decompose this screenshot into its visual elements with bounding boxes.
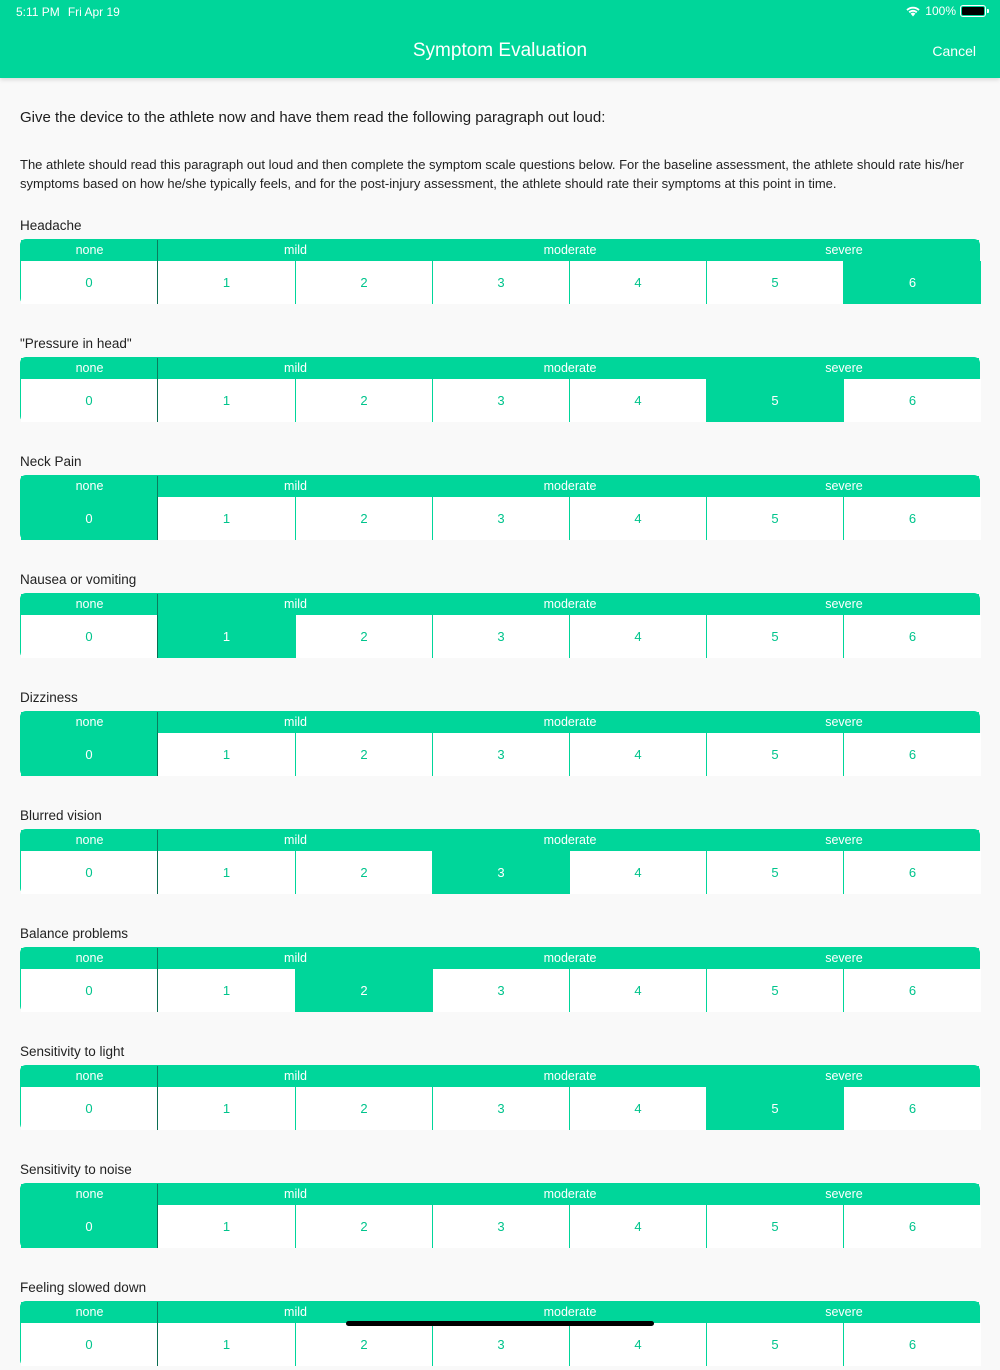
category-divider	[157, 1184, 158, 1205]
scale-category-row	[21, 594, 979, 615]
scale-option-5[interactable]: 5	[707, 261, 844, 304]
symptom-scale	[20, 1183, 980, 1248]
scale-category-row	[21, 1066, 979, 1087]
scale-option-0[interactable]: 0	[21, 615, 158, 658]
category-divider	[157, 1302, 158, 1323]
symptom-scale	[20, 711, 980, 776]
symptom-item	[20, 336, 980, 426]
symptom-label: "Pressure in head"	[20, 336, 132, 351]
cancel-button[interactable]: Cancel	[932, 43, 976, 59]
scale-option-4[interactable]: 4	[570, 615, 707, 658]
scale-option-2[interactable]: 2	[296, 261, 433, 304]
scale-category-moderate: moderate	[543, 951, 597, 965]
scale-category-moderate: moderate	[543, 597, 597, 611]
scale-category-mild: mild	[284, 833, 307, 847]
scale-option-0[interactable]: 0	[21, 969, 158, 1012]
symptom-label: Blurred vision	[20, 808, 102, 823]
battery-icon	[960, 5, 986, 17]
scale-category-none: none	[75, 597, 104, 611]
symptom-label: Headache	[20, 218, 82, 233]
scale-option-0[interactable]: 0	[21, 379, 158, 422]
scale-category-moderate: moderate	[543, 1305, 597, 1319]
home-indicator[interactable]	[346, 1321, 654, 1326]
scale-category-severe: severe	[825, 1187, 863, 1201]
scale-option-0[interactable]: 0	[21, 851, 158, 894]
scale-option-3[interactable]: 3	[433, 851, 570, 894]
scale-option-4[interactable]: 4	[570, 379, 707, 422]
scale-category-none: none	[75, 479, 104, 493]
scale-category-severe: severe	[825, 1305, 863, 1319]
scale-option-5[interactable]: 5	[707, 733, 844, 776]
scale-category-row	[21, 240, 979, 261]
scale-option-0[interactable]: 0	[21, 261, 158, 304]
scale-option-3[interactable]: 3	[433, 497, 570, 540]
scale-option-6[interactable]: 6	[844, 379, 981, 422]
scale-option-3[interactable]: 3	[433, 733, 570, 776]
scale-options	[21, 1087, 979, 1130]
scale-option-4[interactable]: 4	[570, 969, 707, 1012]
scale-option-0[interactable]: 0	[21, 1205, 158, 1248]
scale-category-none: none	[75, 833, 104, 847]
symptom-label: Nausea or vomiting	[20, 572, 137, 587]
scale-category-mild: mild	[284, 361, 307, 375]
category-divider	[157, 830, 158, 851]
scale-option-6[interactable]: 6	[844, 733, 981, 776]
scale-category-none: none	[75, 1305, 104, 1319]
scale-option-3[interactable]: 3	[433, 969, 570, 1012]
scale-option-6[interactable]: 6	[844, 497, 981, 540]
scale-option-0[interactable]: 0	[21, 497, 158, 540]
scale-option-2[interactable]: 2	[296, 1323, 433, 1366]
scale-category-row	[21, 948, 979, 969]
scale-category-row	[21, 1184, 979, 1205]
category-divider	[157, 240, 158, 261]
symptom-item	[20, 808, 980, 898]
scale-option-0[interactable]: 0	[21, 733, 158, 776]
scale-option-1[interactable]: 1	[158, 733, 296, 776]
symptom-item	[20, 926, 980, 1016]
scale-category-moderate: moderate	[543, 243, 597, 257]
instruction-paragraph: The athlete should read this paragraph out loud and then complete the symptom scale questions below. For the baseline assessment, the athlete should rate his/her symptoms based on how he/she typically feels, and for the post-injury assessment, the athlete should rate their symptoms at this point in time.	[20, 157, 964, 191]
scale-option-1[interactable]: 1	[158, 969, 296, 1012]
scale-option-2[interactable]: 2	[296, 379, 433, 422]
scale-option-2[interactable]: 2	[296, 733, 433, 776]
scale-option-3[interactable]: 3	[433, 1205, 570, 1248]
scale-option-3[interactable]: 3	[433, 615, 570, 658]
symptom-label: Neck Pain	[20, 454, 82, 469]
scale-category-severe: severe	[825, 361, 863, 375]
category-divider	[157, 948, 158, 969]
category-divider	[157, 358, 158, 379]
scale-option-5[interactable]: 5	[707, 615, 844, 658]
scale-option-3[interactable]: 3	[433, 379, 570, 422]
scale-option-2[interactable]: 2	[296, 969, 433, 1012]
scale-options	[21, 615, 979, 658]
scale-option-1[interactable]: 1	[158, 851, 296, 894]
scale-option-2[interactable]: 2	[296, 851, 433, 894]
scale-option-6[interactable]: 6	[844, 261, 981, 304]
scale-option-4[interactable]: 4	[570, 851, 707, 894]
scale-category-severe: severe	[825, 951, 863, 965]
scale-option-5[interactable]: 5	[707, 379, 844, 422]
category-divider	[157, 1066, 158, 1087]
scale-option-5[interactable]: 5	[707, 851, 844, 894]
scale-option-0[interactable]: 0	[21, 1323, 158, 1366]
scale-category-moderate: moderate	[543, 715, 597, 729]
scale-category-severe: severe	[825, 833, 863, 847]
scale-category-none: none	[75, 1187, 104, 1201]
scale-category-mild: mild	[284, 1069, 307, 1083]
symptom-scale	[20, 1301, 980, 1366]
scale-option-1[interactable]: 1	[158, 1205, 296, 1248]
status-date: Fri Apr 19	[67, 5, 120, 19]
scale-option-4[interactable]: 4	[570, 733, 707, 776]
scale-option-1[interactable]: 1	[158, 497, 296, 540]
scale-category-none: none	[75, 951, 104, 965]
scale-options	[21, 261, 979, 304]
scale-option-5[interactable]: 5	[707, 497, 844, 540]
symptom-label: Sensitivity to light	[20, 1044, 125, 1059]
scale-option-3[interactable]: 3	[433, 261, 570, 304]
category-divider	[157, 476, 158, 497]
scale-category-none: none	[75, 1069, 104, 1083]
battery-percent: 100%	[925, 4, 956, 18]
scale-option-0[interactable]: 0	[21, 1087, 158, 1130]
scale-option-4[interactable]: 4	[570, 1323, 707, 1366]
status-indicators	[905, 4, 986, 18]
scale-option-1[interactable]: 1	[158, 615, 296, 658]
scale-category-severe: severe	[825, 479, 863, 493]
status-time-text: 5:11 PM	[16, 5, 60, 19]
scale-category-severe: severe	[825, 1069, 863, 1083]
scale-category-severe: severe	[825, 243, 863, 257]
scale-option-4[interactable]: 4	[570, 261, 707, 304]
symptom-item	[20, 454, 980, 544]
scale-option-3[interactable]: 3	[433, 1323, 570, 1366]
scale-category-mild: mild	[284, 597, 307, 611]
symptom-scale	[20, 239, 980, 304]
scale-category-moderate: moderate	[543, 479, 597, 493]
scale-options	[21, 969, 979, 1012]
scale-option-1[interactable]: 1	[158, 379, 296, 422]
scale-option-6[interactable]: 6	[844, 615, 981, 658]
scale-category-moderate: moderate	[543, 1187, 597, 1201]
symptom-item	[20, 690, 980, 780]
scale-category-row	[21, 358, 979, 379]
scale-option-2[interactable]: 2	[296, 497, 433, 540]
scale-option-6[interactable]: 6	[844, 1323, 981, 1366]
scale-options	[21, 1323, 979, 1366]
wifi-icon	[905, 5, 921, 17]
symptom-scale	[20, 593, 980, 658]
scale-category-row	[21, 830, 979, 851]
scale-option-3[interactable]: 3	[433, 1087, 570, 1130]
scale-option-4[interactable]: 4	[570, 1087, 707, 1130]
scale-option-1[interactable]: 1	[158, 261, 296, 304]
scale-category-moderate: moderate	[543, 361, 597, 375]
scale-category-none: none	[75, 361, 104, 375]
scale-category-moderate: moderate	[543, 833, 597, 847]
symptom-item	[20, 1044, 980, 1134]
scale-options	[21, 1205, 979, 1248]
scale-category-mild: mild	[284, 715, 307, 729]
scale-category-mild: mild	[284, 1305, 307, 1319]
symptom-scale	[20, 475, 980, 540]
symptom-label: Balance problems	[20, 926, 129, 941]
scale-option-4[interactable]: 4	[570, 497, 707, 540]
scale-options	[21, 497, 979, 540]
scale-option-6[interactable]: 6	[844, 851, 981, 894]
scale-option-5[interactable]: 5	[707, 969, 844, 1012]
symptom-label: Feeling slowed down	[20, 1280, 147, 1295]
scale-option-6[interactable]: 6	[844, 969, 981, 1012]
scale-option-6[interactable]: 6	[844, 1087, 981, 1130]
scale-category-row	[21, 476, 979, 497]
scale-category-row	[21, 1302, 979, 1323]
scale-option-2[interactable]: 2	[296, 1205, 433, 1248]
scale-category-mild: mild	[284, 951, 307, 965]
scale-options	[21, 733, 979, 776]
scale-option-2[interactable]: 2	[296, 615, 433, 658]
scale-options	[21, 851, 979, 894]
symptom-scale	[20, 357, 980, 422]
symptom-label: Dizziness	[20, 690, 78, 705]
symptom-label: Sensitivity to noise	[20, 1162, 132, 1177]
symptom-scale	[20, 947, 980, 1012]
scale-category-mild: mild	[284, 479, 307, 493]
scale-option-1[interactable]: 1	[158, 1087, 296, 1130]
scale-options	[21, 379, 979, 422]
symptom-item	[20, 1162, 980, 1252]
scale-option-5[interactable]: 5	[707, 1205, 844, 1248]
scale-category-row	[21, 712, 979, 733]
scale-option-2[interactable]: 2	[296, 1087, 433, 1130]
scale-category-none: none	[75, 715, 104, 729]
scale-option-6[interactable]: 6	[844, 1205, 981, 1248]
symptom-item	[20, 218, 980, 308]
instruction-text: Give the device to the athlete now and have them read the following paragraph out loud:	[20, 109, 606, 126]
scale-category-none: none	[75, 243, 104, 257]
nav-header	[0, 0, 1000, 78]
scale-option-5[interactable]: 5	[707, 1323, 844, 1366]
scale-category-mild: mild	[284, 243, 307, 257]
symptom-scale	[20, 829, 980, 894]
scale-category-moderate: moderate	[543, 1069, 597, 1083]
status-time	[16, 5, 120, 19]
scale-category-severe: severe	[825, 715, 863, 729]
symptom-scale	[20, 1065, 980, 1130]
scale-option-4[interactable]: 4	[570, 1205, 707, 1248]
page-title: Symptom Evaluation	[412, 40, 588, 61]
scale-option-5[interactable]: 5	[707, 1087, 844, 1130]
scale-option-1[interactable]: 1	[158, 1323, 296, 1366]
scale-category-severe: severe	[825, 597, 863, 611]
scale-category-mild: mild	[284, 1187, 307, 1201]
symptom-item	[20, 572, 980, 662]
category-divider	[157, 594, 158, 615]
category-divider	[157, 712, 158, 733]
